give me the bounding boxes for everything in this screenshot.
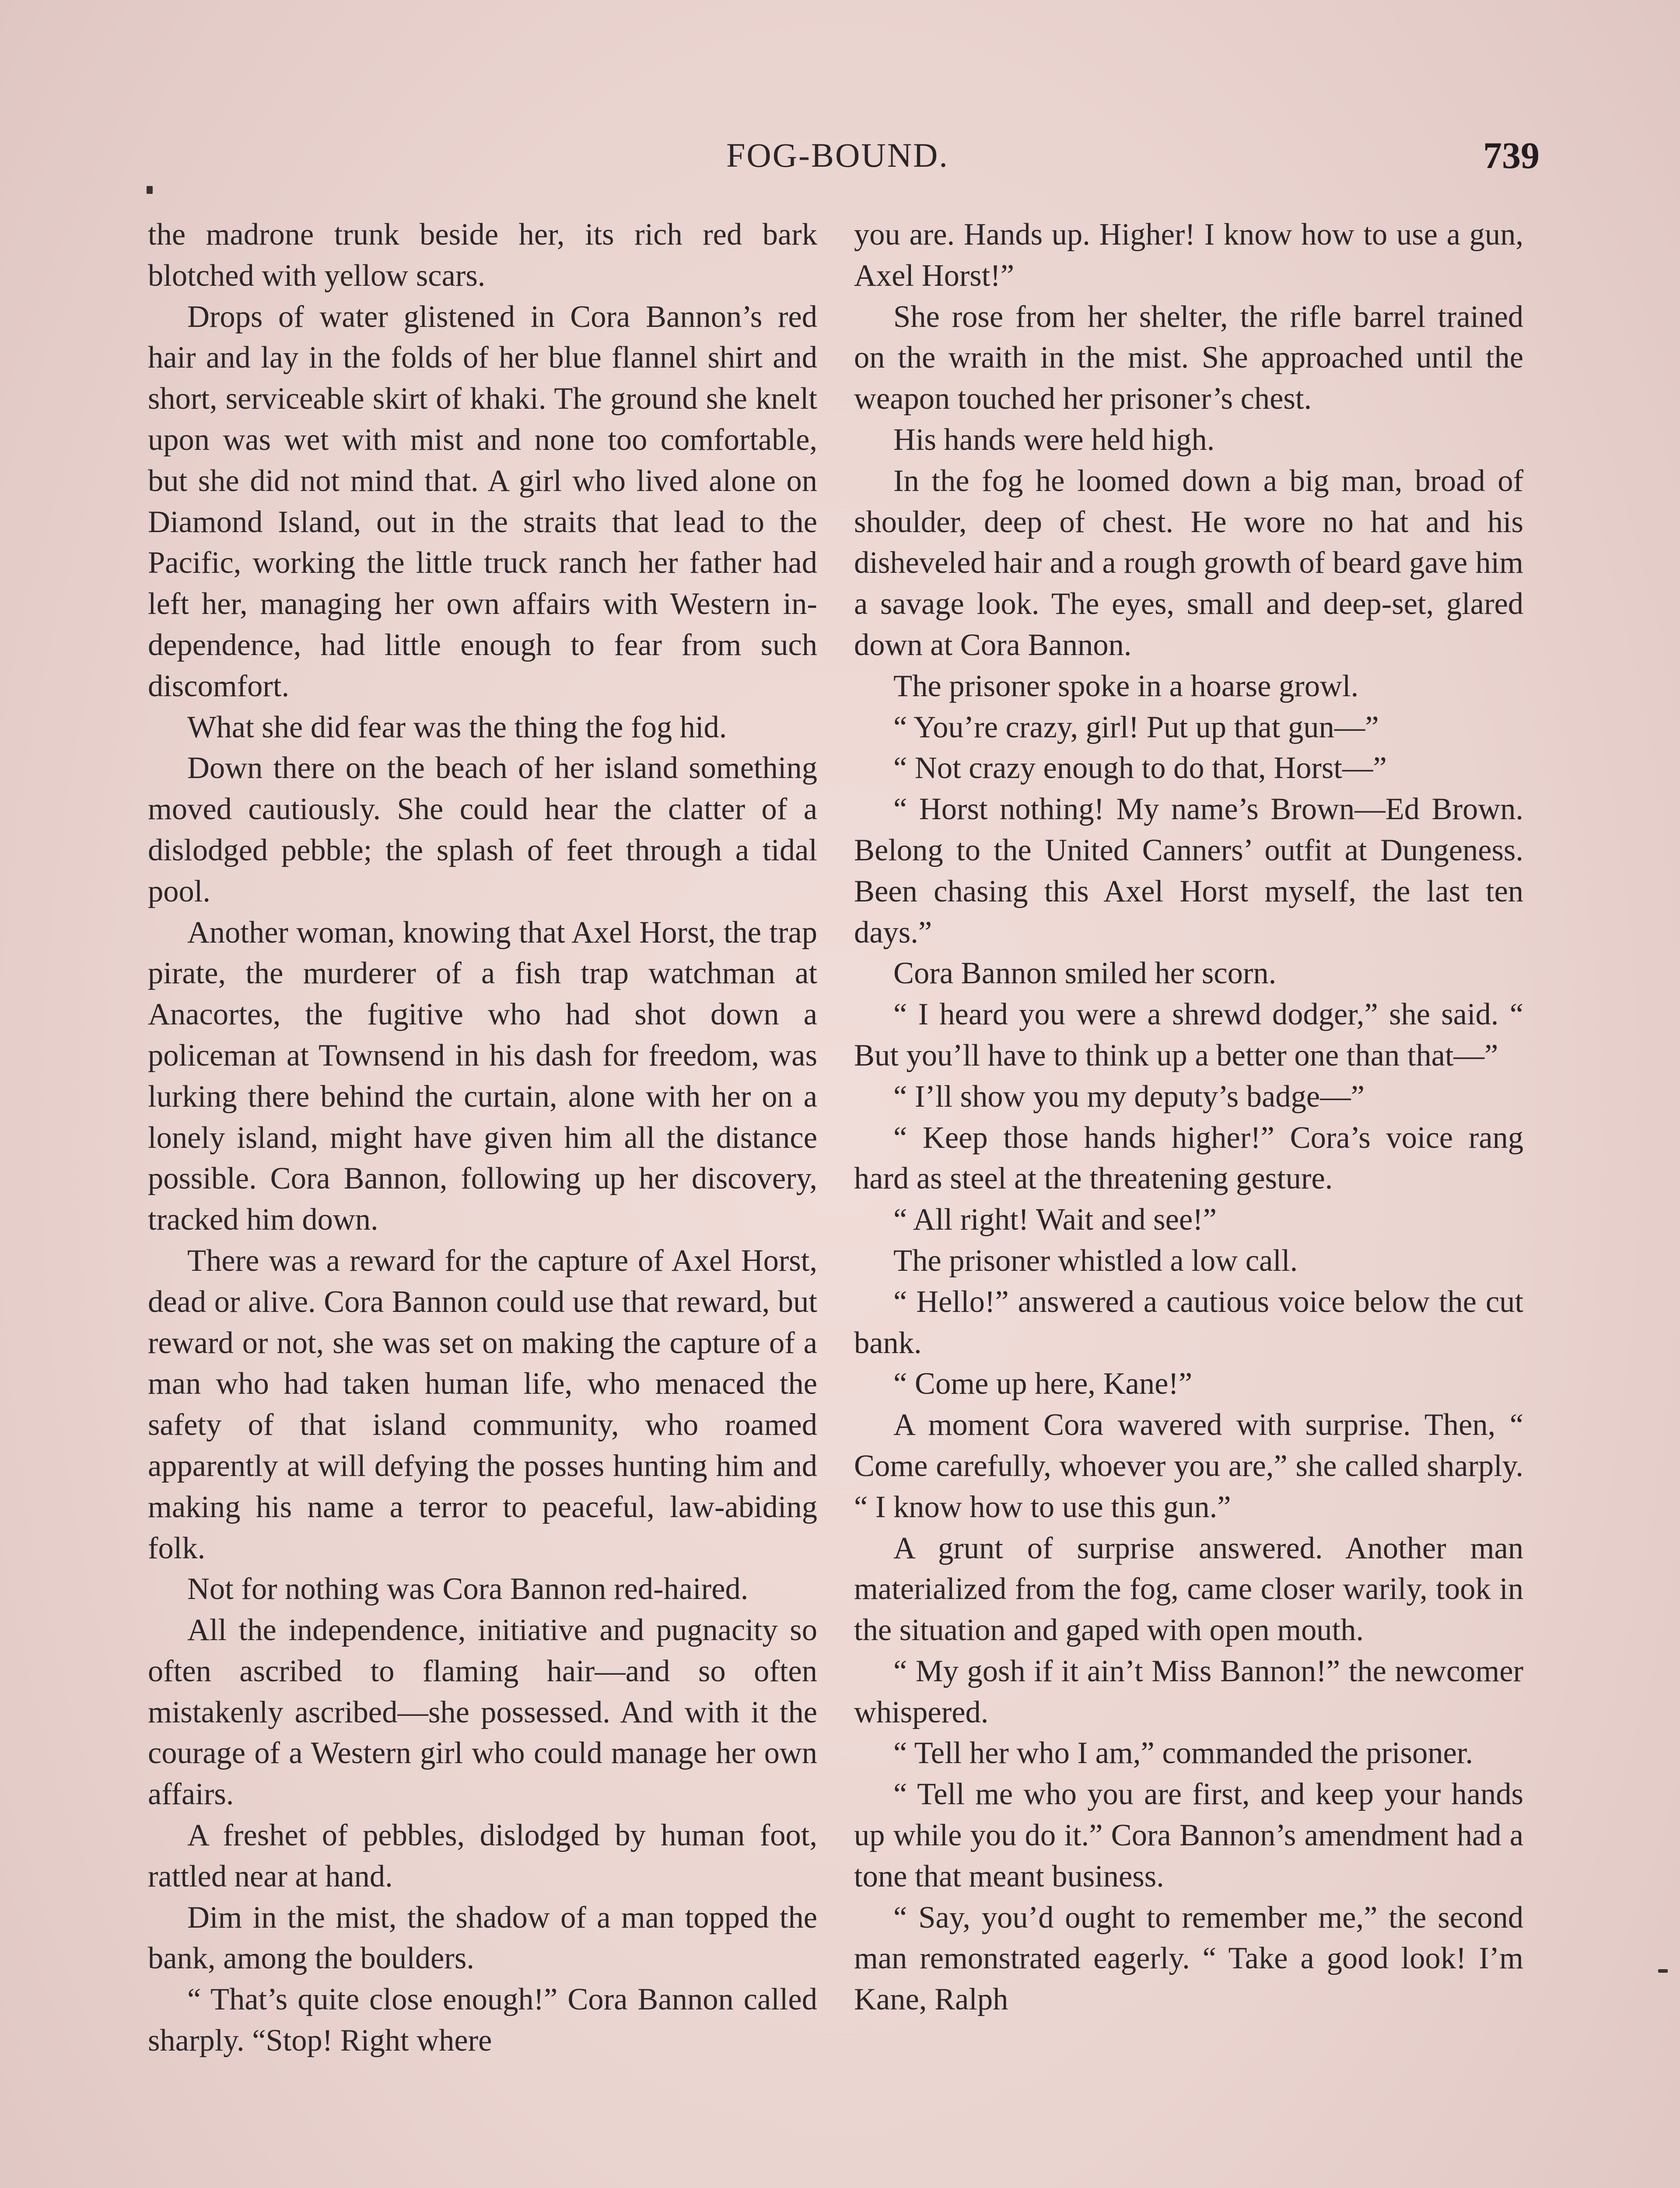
page-number: 739 <box>1483 134 1540 176</box>
paragraph: His hands were held high. <box>893 422 1215 457</box>
paragraph: A freshet of pebbles, dislodged by human foot, rattled near at hand. <box>148 1818 817 1893</box>
paragraph: “ Come up here, Kane!” <box>893 1367 1193 1401</box>
paragraph: Dim in the mist, the shadow of a man topped the bank, among the boulders. <box>148 1900 817 1976</box>
paragraph: “ Keep those hands higher!” Cora’s voice rang hard as steel at the threatening gesture. <box>854 1120 1523 1196</box>
paragraph: She rose from her shelter, the rifle barrel trained on the wraith in the mist. She approached until the weapon touched her prisoner’s chest. <box>854 299 1523 416</box>
paragraph: “ You’re crazy, girl! Put up that gun—” <box>893 710 1379 744</box>
paragraph: Drops of water glistened in Cora Bannon’s red hair and lay in the folds of her blue flannel shirt and short, serviceable skirt of khaki. The ground she knelt upon was wet with mist and none too comfortable, but she did not mind that. A girl who lived alone on Diamond Island, out in the straits that lead to the Pacific, working the little truck ranch her father had left her, managing her own affairs with Western independence, had little enough to fear from such discomfort. <box>148 299 817 703</box>
paragraph: “ Tell me who you are first, and keep your hands up while you do it.” Cora Bannon’s amendment had a tone that meant business. <box>854 1777 1523 1893</box>
running-title: FOG-BOUND. <box>726 136 949 174</box>
paragraph: The prisoner whistled a low call. <box>893 1243 1298 1278</box>
paragraph: The prisoner spoke in a hoarse growl. <box>893 669 1359 703</box>
paragraph: “ Horst nothing! My name’s Brown—Ed Brown. Belong to the United Canners’ outfit at Dungeness. Been chasing this Axel Horst myself, the last ten days.” <box>854 792 1523 950</box>
paragraph: “ Tell her who I am,” commanded the prisoner. <box>893 1736 1474 1771</box>
paragraph: A moment Cora wavered with surprise. Then, “ Come carefully, whoever you are,” she called sharply. “ I know how to use this gun.” <box>854 1408 1523 1524</box>
paragraph: All the independence, initiative and pugnacity so often ascribed to flaming hair—and so often mistakenly ascribed—she possessed. And with it the courage of a Western girl who could manage her own affairs. <box>148 1613 817 1812</box>
paragraph: “ I’ll show you my deputy’s badge—” <box>893 1079 1365 1114</box>
print-speck <box>147 186 153 194</box>
paragraph: There was a reward for the capture of Axel Horst, dead or alive. Cora Bannon could use that reward, but reward or not, she was set on making the capture of a man who had taken human life, who menaced the safety of that island community, who roamed apparently at will defying the posses hunting him and making his name a terror to peaceful, law-abiding folk. <box>148 1243 817 1565</box>
paragraph: Cora Bannon smiled her scorn. <box>893 956 1277 991</box>
paragraph: “ I heard you were a shrewd dodger,” she said. “ But you’ll have to think up a better one than that—” <box>854 997 1523 1073</box>
left-text-column <box>148 214 817 2062</box>
paragraph: the madrone trunk beside her, its rich red bark blotched with yellow scars. <box>148 217 817 293</box>
paragraph: “ Say, you’d ought to remember me,” the second man remonstrated eagerly. “ Take a good look! I’m Kane, Ralph <box>854 1900 1523 2017</box>
paragraph: “ All right! Wait and see!” <box>893 1203 1217 1237</box>
running-head <box>0 131 1680 179</box>
paragraph: A grunt of surprise answered. Another man materialized from the fog, came closer warily, took in the situation and gaped with open mouth. <box>854 1531 1523 1648</box>
paragraph: you are. Hands up. Higher! I know how to use a gun, Axel Horst!” <box>854 217 1523 293</box>
paragraph: “ That’s quite close enough!” Cora Bannon called sharply. “Stop! Right where <box>148 1982 817 2058</box>
paragraph: Another woman, knowing that Axel Horst, the trap pirate, the murderer of a fish trap watchman at Anacortes, the fugitive who had shot down a policeman at Townsend in his dash for freedom, was lurking there behind the curtain, alone with her on a lonely island, might have given him all the distance possible. Cora Bannon, following up her discovery, tracked him down. <box>148 915 817 1237</box>
paragraph: Down there on the beach of her island something moved cautiously. She could hear the clatter of a dislodged pebble; the splash of feet through a tidal pool. <box>148 751 817 908</box>
paragraph: “ My gosh if it ain’t Miss Bannon!” the newcomer whispered. <box>854 1654 1523 1729</box>
paragraph: In the fog he loomed down a big man, broad of shoulder, deep of chest. He wore no hat and his disheveled hair and a rough growth of beard gave him a savage look. The eyes, small and deep-set, glared down at Cora Bannon. <box>854 463 1523 662</box>
paragraph: Not for nothing was Cora Bannon red-haired. <box>187 1572 749 1606</box>
right-text-column <box>854 214 1523 2020</box>
paragraph: “ Not crazy enough to do that, Horst—” <box>893 751 1387 785</box>
paragraph: What she did fear was the thing the fog hid. <box>187 710 727 744</box>
print-speck <box>1658 1969 1668 1973</box>
paragraph: “ Hello!” answered a cautious voice below the cut bank. <box>854 1284 1523 1360</box>
